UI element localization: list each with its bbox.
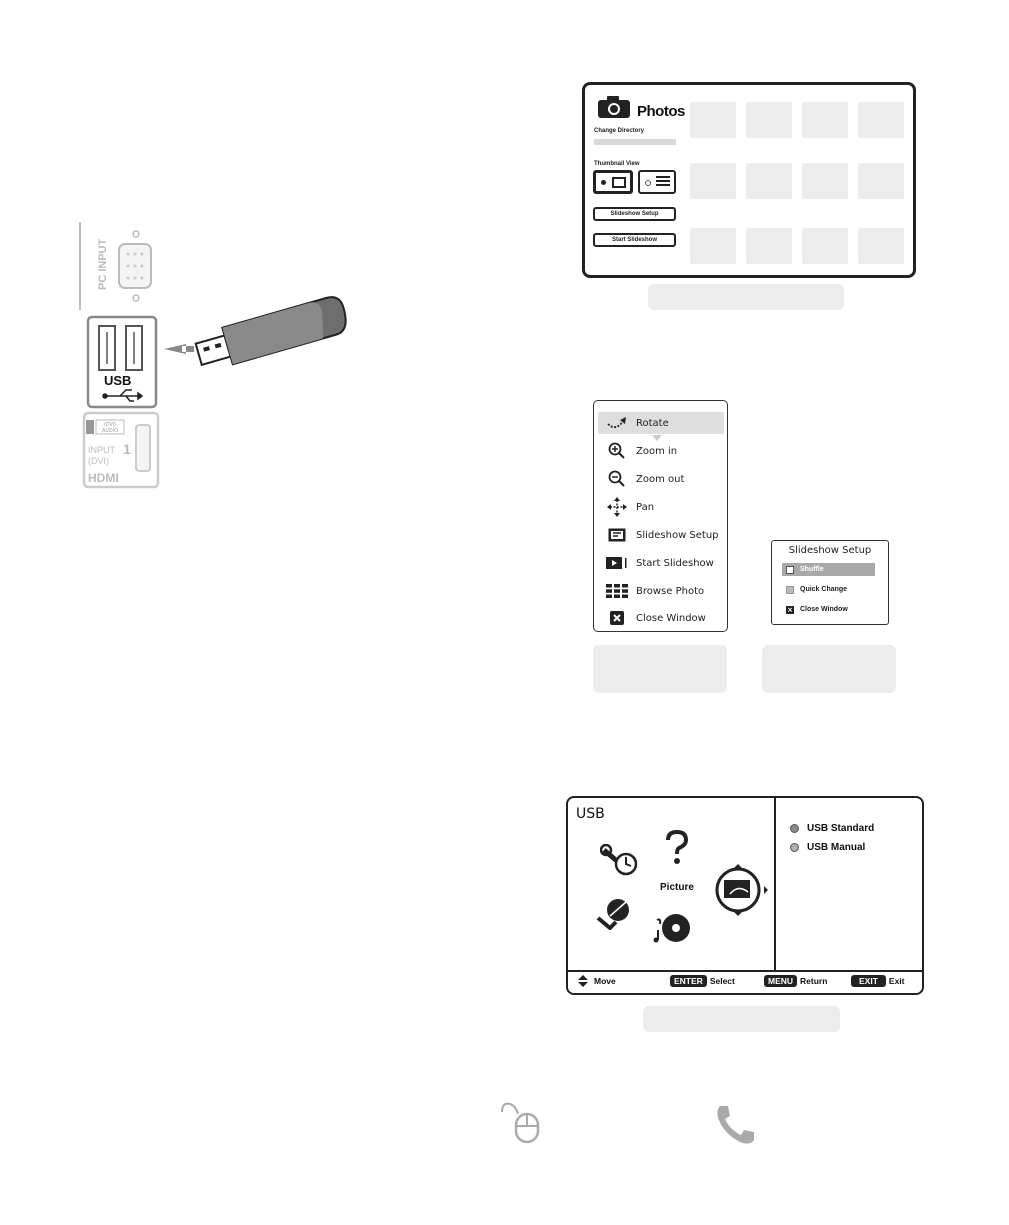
change-directory-label: Change Directory [594,128,645,134]
menu-item-pan[interactable]: Pan [598,496,724,518]
thumbnail-view-label: Thumbnail View [594,161,640,167]
satellite-icon [596,896,632,930]
phone-icon [714,1104,756,1146]
music-disc-icon [652,910,692,946]
usb-port-label: USB [104,373,132,388]
slideshow-setup-icon [608,528,626,542]
photo-thumbnail[interactable] [802,102,848,138]
photo-thumbnail[interactable] [858,163,904,199]
browse-photo-icon [606,584,628,598]
photo-thumbnail[interactable] [746,228,792,264]
pan-icon [607,497,627,517]
usb-menu-title: USB [576,806,605,822]
svg-text:INPUT: INPUT [88,445,115,455]
menu-item-close-window[interactable]: Close Window [598,607,724,629]
usb-stick-icon [193,294,350,372]
zoom-in-icon [608,442,626,460]
usb-standard-option[interactable]: USB Standard [790,823,874,834]
photos-title: Photos [637,103,685,120]
close-icon: × [787,605,793,614]
menu-key: MENU [764,975,797,987]
svg-text:1: 1 [123,441,131,457]
help-move: Move [578,975,616,987]
up-down-arrow-icon [578,975,588,987]
pc-input-label: PC INPUT [97,238,109,290]
shuffle-checkbox[interactable]: Shuffle [782,563,875,576]
menu-item-zoom-out[interactable]: Zoom out [598,468,724,490]
slideshow-setup-button[interactable]: Slideshow Setup [593,207,676,221]
directory-path-bar[interactable] [594,139,676,145]
radio-icon [790,824,799,833]
svg-text:(DVI): (DVI) [104,422,116,428]
photo-thumbnail[interactable] [746,163,792,199]
question-icon [664,830,690,866]
help-exit: EXIT Exit [851,975,905,987]
current-item-label: Picture [660,882,694,893]
photo-thumbnail[interactable] [690,228,736,264]
slideshow-setup-title: Slideshow Setup [788,545,872,556]
slideshow-setup-panel [771,540,889,625]
menu-item-slideshow-setup[interactable]: Slideshow Setup [598,524,724,546]
svg-text:(DVI): (DVI) [88,456,109,466]
usb-manual-option[interactable]: USB Manual [790,842,865,853]
usb-caption-box [643,1006,840,1032]
close-window-icon [610,611,624,625]
help-select: ENTER Select [670,975,735,987]
exit-key: EXIT [851,975,886,987]
slideshow-caption-box [762,645,896,693]
start-slideshow-button[interactable]: Start Slideshow [593,233,676,247]
zoom-out-icon [608,470,626,488]
chevron-down-icon [652,435,662,441]
menu-item-zoom-in[interactable]: Zoom in [598,440,724,462]
tv-side-panel [76,220,366,490]
photo-thumbnail[interactable] [802,163,848,199]
photo-thumbnail[interactable] [802,228,848,264]
quick-change-checkbox[interactable]: Quick Change [782,583,875,596]
photos-caption-box [648,284,844,310]
menu-item-start-slideshow[interactable]: Start Slideshow [598,552,724,574]
hdmi-logo: HDMI [88,471,119,485]
photo-thumbnail[interactable] [858,228,904,264]
start-slideshow-icon [606,556,628,570]
menu-item-browse-photo[interactable]: Browse Photo [598,580,724,602]
settings-clock-icon [600,844,640,876]
menu-caption-box [593,645,727,693]
insert-arrow-icon [164,344,194,354]
photos-screen [582,82,916,278]
camera-icon [597,95,633,119]
enter-key: ENTER [670,975,707,987]
photo-thumbnail[interactable] [746,102,792,138]
svg-text:AUDIO: AUDIO [102,428,118,434]
list-icon [656,176,670,187]
photo-thumbnail[interactable] [858,102,904,138]
help-return: MENU Return [764,975,827,987]
menu-item-rotate[interactable]: Rotate [598,412,724,434]
picture-selector-icon[interactable] [714,862,772,918]
usb-menu-screen [566,796,924,995]
mouse-icon [500,1100,542,1144]
hdmi-port [136,425,150,471]
thumbnail-view-large-button[interactable] [593,170,633,194]
grid-icon [612,177,626,188]
close-window-option[interactable]: × Close Window [787,605,848,614]
thumbnail-view-small-button[interactable] [638,170,676,194]
rotate-icon [606,416,628,430]
photo-thumbnail[interactable] [690,163,736,199]
photo-thumbnail[interactable] [690,102,736,138]
radio-icon [790,843,799,852]
